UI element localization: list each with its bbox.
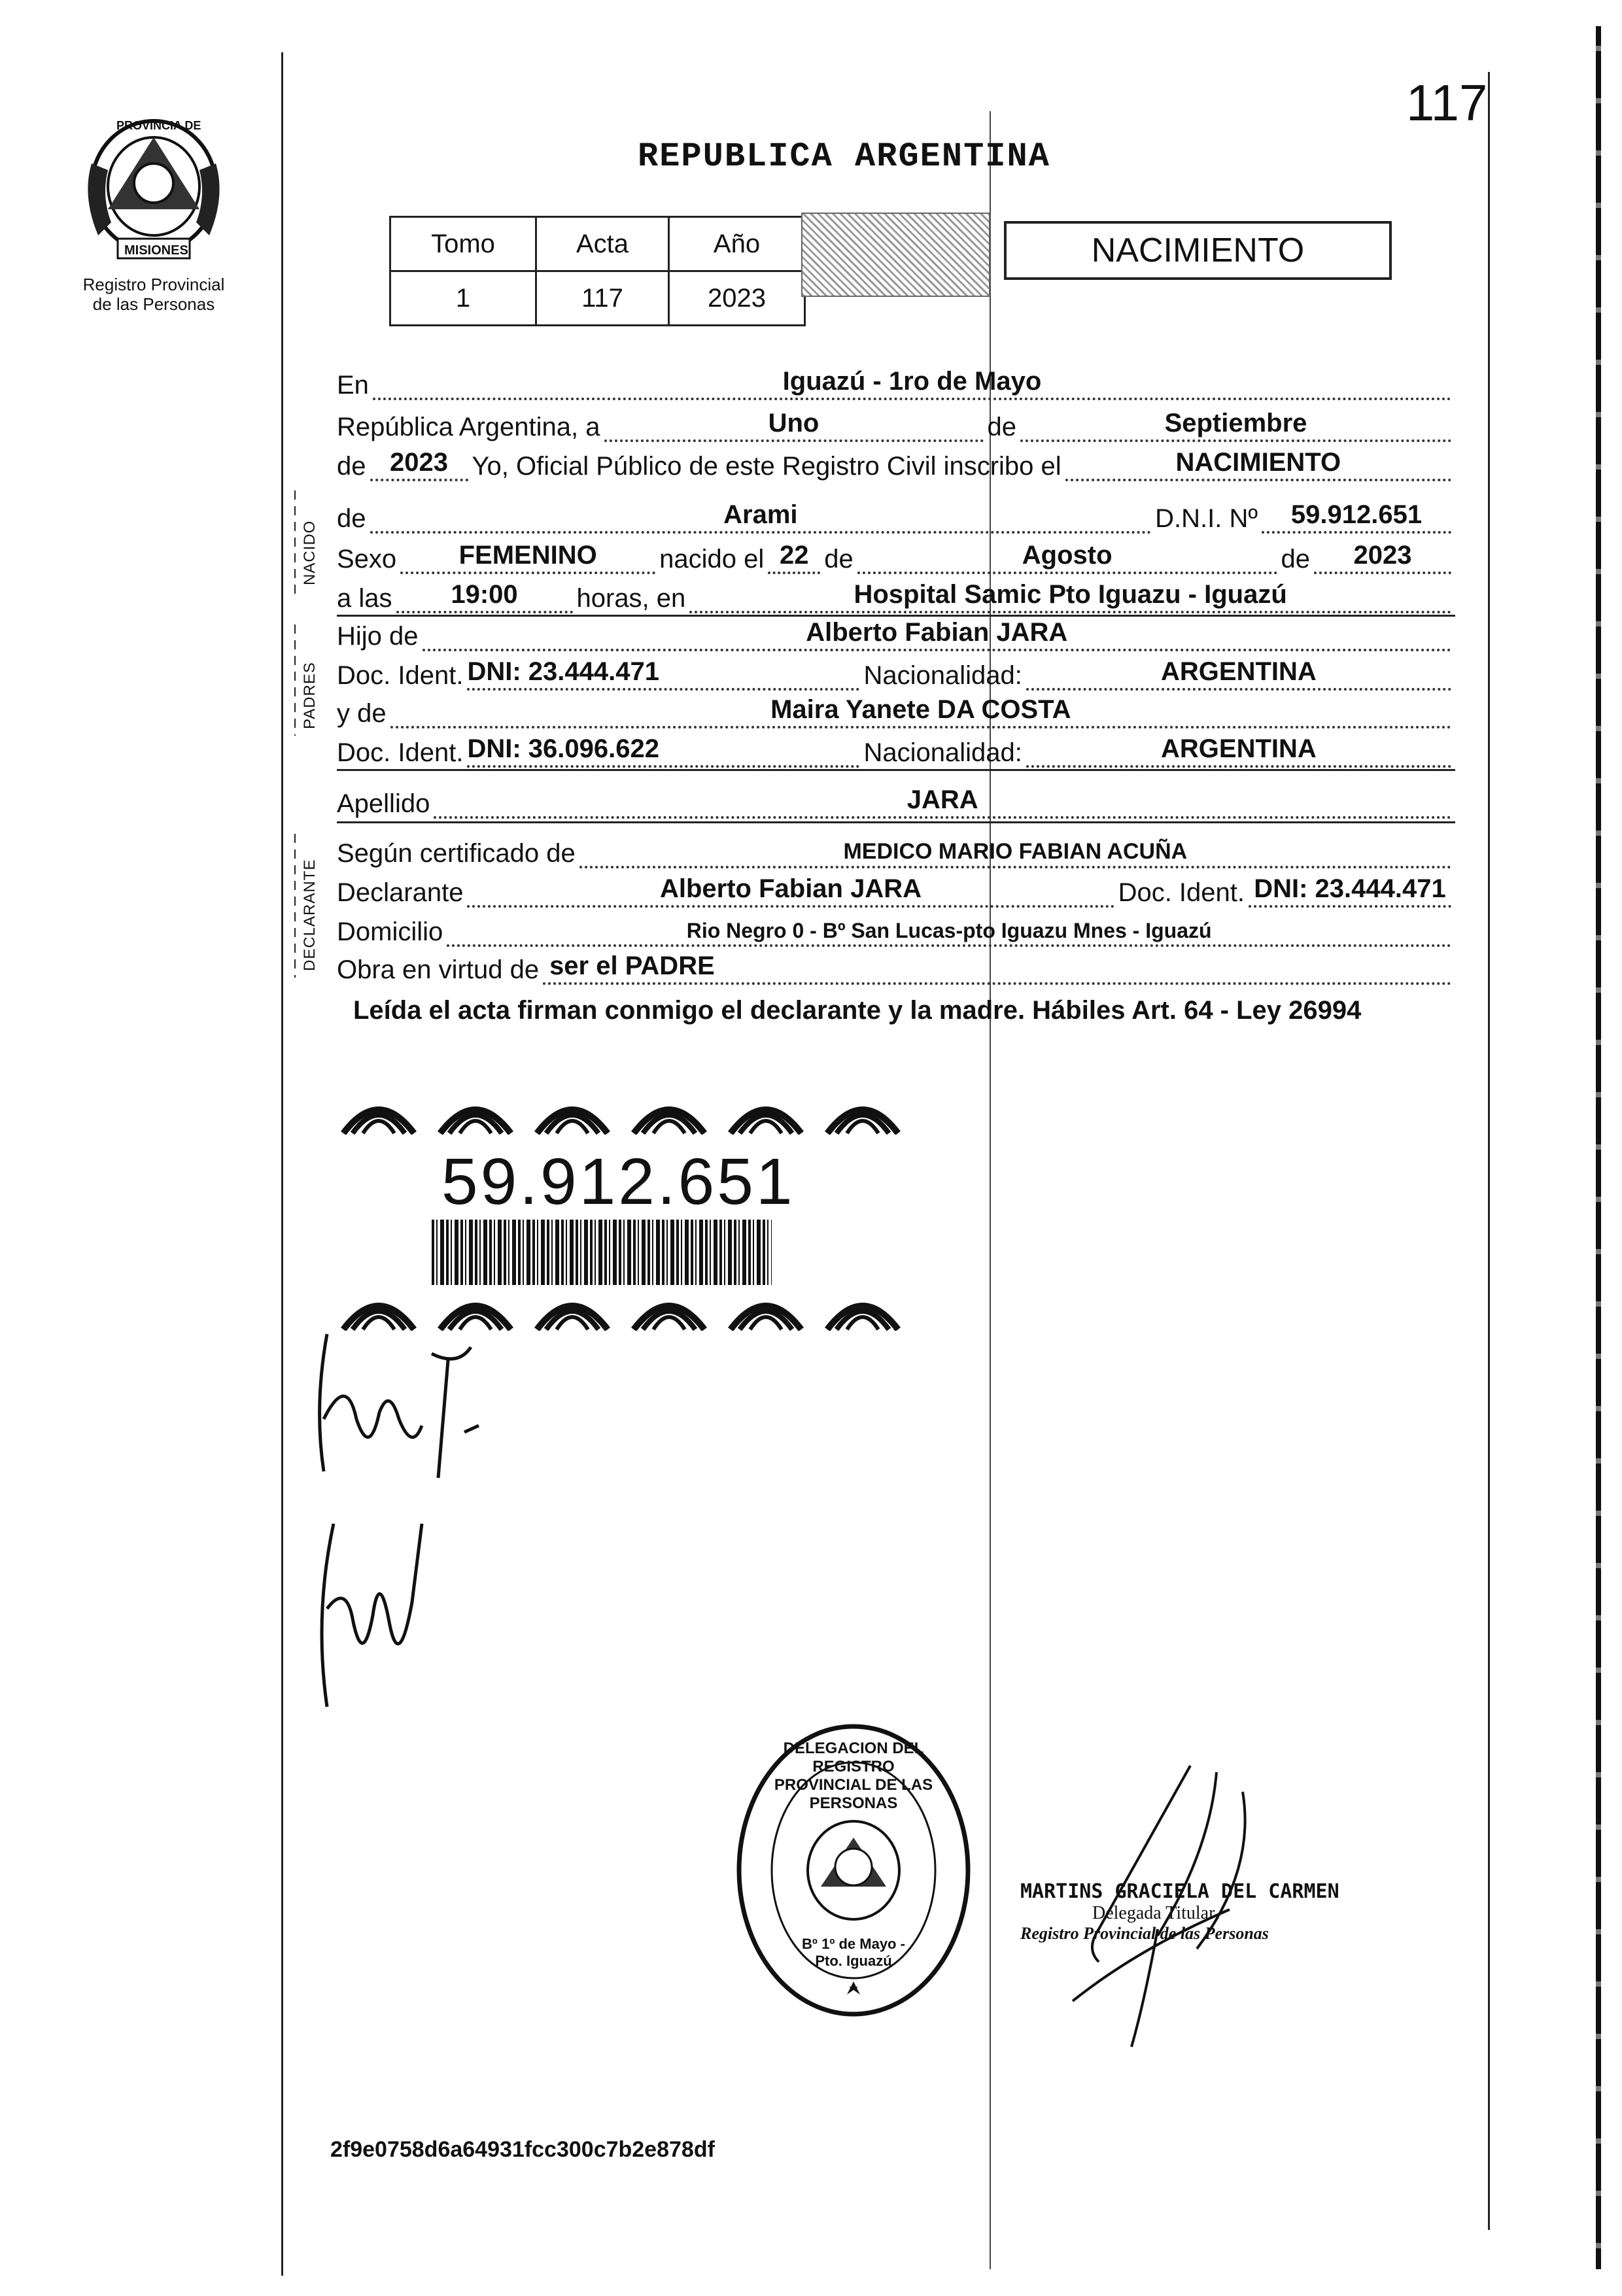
row-nacido-name [337, 494, 1455, 534]
field-birth-day [768, 543, 820, 574]
label-father-doc: Doc. Ident. [337, 661, 464, 690]
table-value-ano: 2023 [669, 271, 805, 326]
closing-statement: Leída el acta firman conmigo el declarante y la madre. Hábiles Art. 64 - Ley 26994 [353, 996, 1362, 1025]
label-mother-nat: Nacionalidad: [863, 738, 1022, 767]
row-segun [337, 829, 1455, 868]
row-sexo [337, 535, 1455, 574]
row-father-doc [337, 651, 1455, 691]
value-time: 19:00 [451, 580, 518, 609]
label-en: En [337, 371, 369, 400]
value-obra: ser el PADRE [549, 951, 715, 980]
value-father-nat: ARGENTINA [1161, 657, 1317, 686]
field-declarante-doc [1249, 876, 1451, 908]
registry-stamp [733, 1720, 975, 2021]
logo-text-bottom: MISIONES [124, 243, 188, 258]
logo-caption [59, 275, 249, 314]
page-number: 117 [1406, 74, 1488, 131]
field-child-dni [1262, 502, 1451, 534]
left-margin-line [281, 52, 283, 2276]
label-apellido: Apellido [337, 789, 430, 818]
official-office: Registro Provincial de las Personas [1020, 1924, 1269, 1943]
label-republica: República Argentina, a [337, 413, 600, 441]
row-y-de [337, 689, 1455, 728]
scan-edge [1596, 26, 1601, 2269]
value-apellido: JARA [906, 785, 978, 814]
right-margin-line [1488, 72, 1490, 2230]
field-declarante-name [467, 876, 1114, 908]
row-hijo-de [337, 612, 1455, 651]
sticker-dni-number: 59.912.651 [441, 1145, 795, 1218]
value-year: 2023 [390, 448, 448, 477]
province-logo [78, 111, 229, 275]
label-de-name: de [337, 504, 366, 533]
value-father: Alberto Fabian JARA [806, 618, 1068, 647]
row-domicilio [337, 908, 1455, 947]
field-place [373, 369, 1451, 400]
sticker-pattern-top [330, 1089, 912, 1135]
value-mother-doc: DNI: 36.096.622 [467, 734, 659, 763]
dni-sticker [330, 1089, 912, 1334]
label-nacido-el: nacido el [659, 545, 765, 574]
label-de-birth-month: de [824, 545, 854, 574]
registry-table [389, 216, 806, 326]
field-month [1020, 411, 1451, 442]
field-apellido [434, 787, 1451, 819]
value-child-name: Arami [723, 500, 798, 529]
field-certificate [579, 837, 1451, 868]
official-stamp [1020, 1880, 1360, 1944]
mother-signature [307, 1511, 471, 1720]
value-domicilio: Rio Negro 0 - Bº San Lucas-pto Iguazu Mnes - Iguazú [686, 919, 1212, 942]
row-apellido [337, 780, 1455, 819]
label-declarante-doc: Doc. Ident. [1118, 878, 1245, 907]
side-label-declarante: DECLARANTE [301, 859, 319, 971]
label-hijo-de: Hijo de [337, 622, 419, 651]
field-child-name [370, 502, 1152, 534]
field-day [604, 411, 984, 442]
declarant-signature [307, 1328, 517, 1498]
field-father [423, 620, 1451, 651]
table-value-acta: 117 [536, 271, 669, 326]
rule-after-apellido [337, 821, 1455, 823]
value-place: Iguazú - 1ro de Mayo [782, 367, 1042, 396]
value-sexo: FEMENINO [458, 541, 597, 570]
field-father-nat [1026, 659, 1451, 691]
label-obra: Obra en virtud de [337, 955, 540, 984]
value-declarante-doc: DNI: 23.444.471 [1254, 874, 1446, 903]
table-value-tomo: 1 [390, 271, 536, 326]
field-mother-doc [467, 736, 859, 768]
field-act-type [1065, 450, 1451, 481]
label-de-month: de [987, 413, 1016, 441]
label-declarante: Declarante [337, 878, 464, 907]
document-hash: 2f9e0758d6a64931fcc300c7b2e878df [330, 2137, 715, 2162]
sticker-barcode [432, 1220, 772, 1285]
value-birth-day: 22 [780, 541, 809, 570]
padres-side-line [294, 625, 296, 736]
field-father-doc [467, 659, 859, 691]
field-domicilio [447, 916, 1451, 947]
field-birth-month [857, 543, 1277, 574]
value-act-type: NACIMIENTO [1175, 448, 1341, 477]
value-father-doc: DNI: 23.444.471 [467, 657, 659, 686]
declarante-side-line [294, 834, 296, 978]
logo-caption-line2: de las Personas [92, 294, 215, 314]
rule-after-padres [337, 769, 1455, 771]
value-day: Uno [768, 409, 820, 437]
official-role: Delegada Titular [1092, 1903, 1215, 1923]
row-declarante [337, 868, 1455, 908]
row-en [337, 361, 1455, 400]
value-month: Septiembre [1164, 409, 1307, 437]
field-time [396, 582, 573, 613]
label-oficial: Yo, Oficial Público de este Registro Civil inscribo el [472, 452, 1061, 481]
label-horas: horas, en [576, 584, 686, 613]
official-name: MARTINS GRACIELA DEL CARMEN [1020, 1880, 1339, 1903]
row-oficial [337, 442, 1455, 481]
row-republica [337, 403, 1455, 442]
value-certificate: MEDICO MARIO FABIAN ACUÑA [843, 839, 1188, 864]
value-birth-place: Hospital Samic Pto Iguazu - Iguazú [854, 580, 1287, 609]
stamp-inner-text: Bº 1º de Mayo - Pto. Iguazú [802, 1936, 905, 1969]
value-mother-nat: ARGENTINA [1161, 734, 1317, 763]
label-a-las: a las [337, 584, 392, 613]
logo-caption-line1: Registro Provincial [82, 275, 225, 294]
label-segun: Según certificado de [337, 839, 576, 868]
label-de-birth-year: de [1281, 545, 1310, 574]
logo-text-top: PROVINCIA DE [116, 119, 201, 132]
stamp-ring-text: DELEGACION DEL REGISTRO PROVINCIAL DE LAS PERSONAS [774, 1739, 933, 1812]
nacido-side-line [294, 490, 296, 595]
table-header-ano: Año [669, 217, 805, 271]
row-hora [337, 574, 1455, 613]
label-father-nat: Nacionalidad: [863, 661, 1022, 690]
value-declarante-name: Alberto Fabian JARA [659, 874, 922, 903]
table-header-acta: Acta [536, 217, 669, 271]
label-de-year: de [337, 452, 366, 481]
document-type-box: NACIMIENTO [1004, 221, 1392, 280]
label-y-de: y de [337, 699, 387, 728]
field-obra [543, 953, 1451, 985]
table-header-tomo: Tomo [390, 217, 536, 271]
value-child-dni: 59.912.651 [1290, 500, 1423, 529]
label-dni: D.N.I. Nº [1155, 504, 1258, 533]
page-title: REPUBLICA ARGENTINA [638, 137, 1050, 176]
side-label-nacido: NACIDO [301, 520, 319, 585]
security-pattern [801, 213, 990, 297]
row-mother-doc [337, 728, 1455, 768]
value-birth-year: 2023 [1353, 541, 1412, 570]
field-mother-nat [1026, 736, 1451, 768]
sticker-pattern-bottom [330, 1285, 912, 1331]
label-mother-doc: Doc. Ident. [337, 738, 464, 767]
label-domicilio: Domicilio [337, 917, 443, 946]
field-year [370, 450, 468, 481]
label-sexo: Sexo [337, 545, 397, 574]
row-obra [337, 946, 1455, 985]
field-birth-year [1314, 543, 1451, 574]
value-mother: Maira Yanete DA COSTA [770, 695, 1071, 724]
field-sexo [400, 543, 655, 574]
field-birth-place [689, 582, 1451, 613]
value-birth-month: Agosto [1022, 541, 1113, 570]
side-label-padres: PADRES [301, 662, 319, 729]
field-mother [390, 697, 1451, 728]
